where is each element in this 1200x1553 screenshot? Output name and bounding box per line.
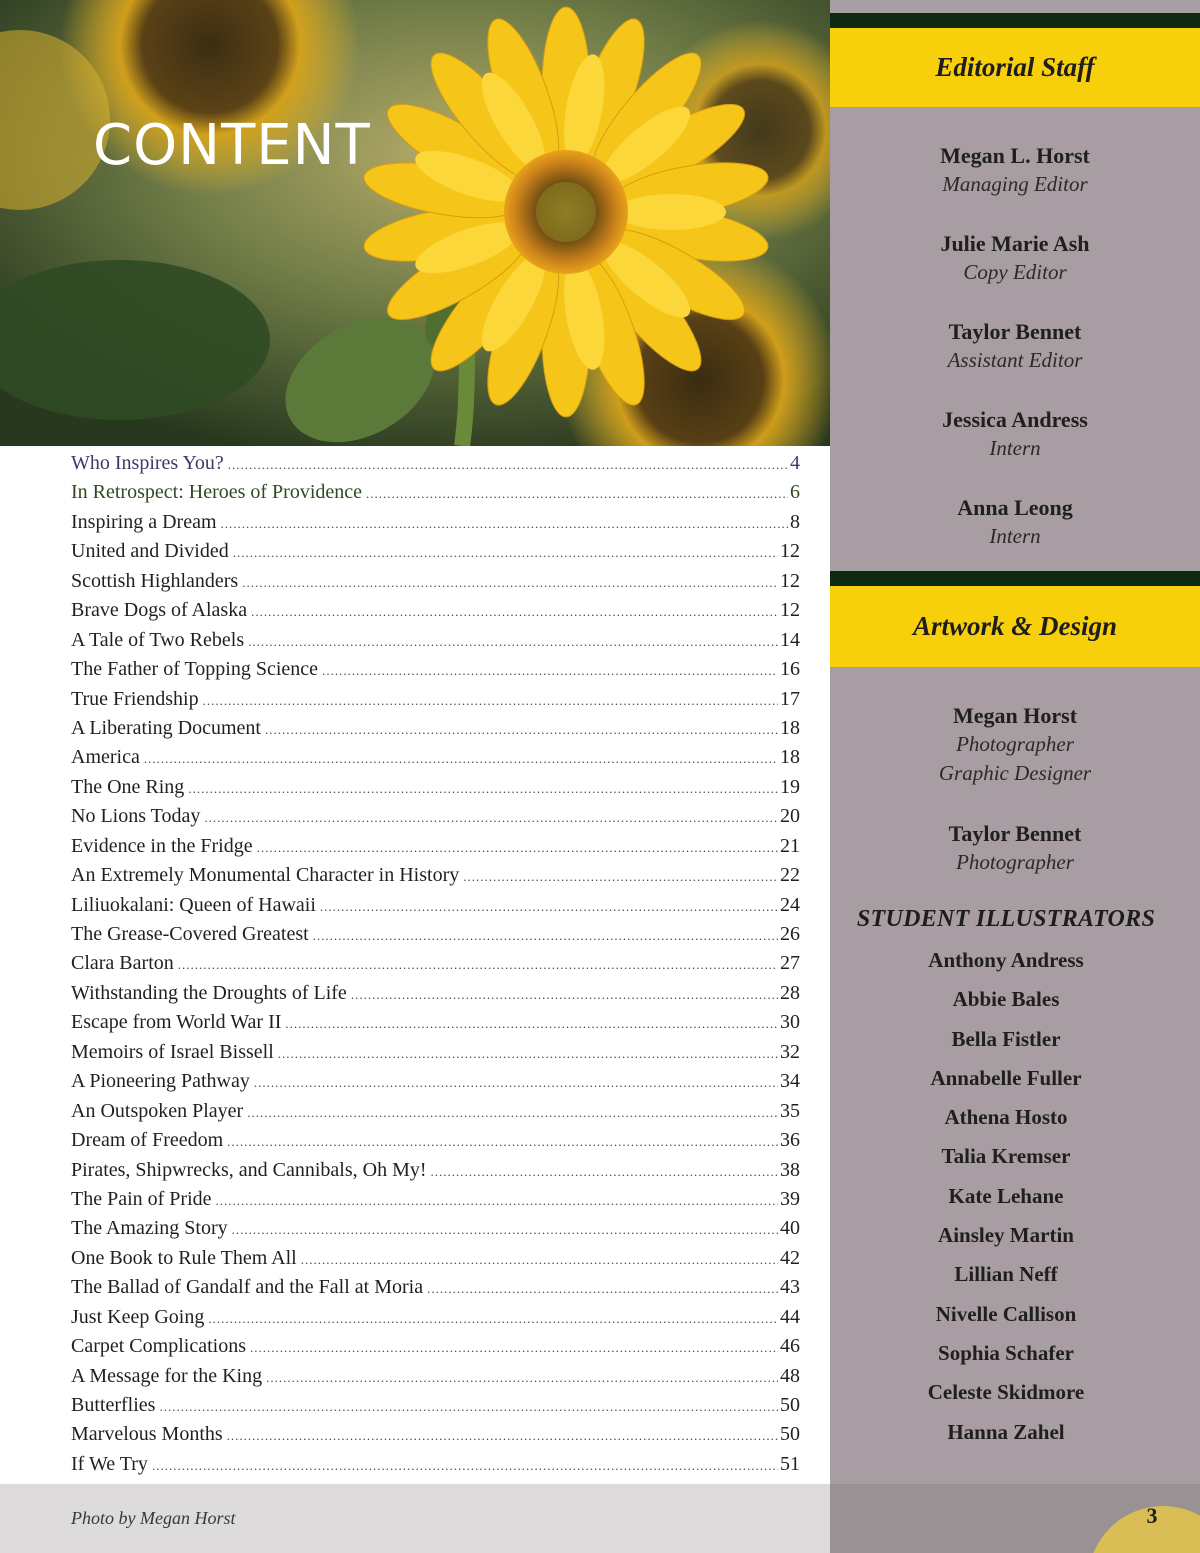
- sunflower-illustration: [0, 0, 830, 446]
- toc-leader-dots: [203, 693, 778, 709]
- toc-entry-page: 27: [780, 952, 800, 975]
- toc-leader-dots: [248, 634, 778, 650]
- toc-entry-title: A Pioneering Pathway: [71, 1070, 250, 1093]
- toc-entry-page: 17: [780, 687, 800, 710]
- toc-entry-page: 12: [780, 569, 800, 592]
- toc-entry-title: Escape from World War II: [71, 1011, 282, 1034]
- toc-entry-page: 50: [780, 1394, 800, 1416]
- toc-entry-title: An Outspoken Player: [71, 1099, 244, 1122]
- toc-entry-title: Inspiring a Dream: [71, 510, 217, 533]
- toc-entry-page: 46: [780, 1335, 800, 1358]
- staff-member: Anna Leong Intern: [957, 495, 1073, 548]
- toc-entry-page: 39: [780, 1187, 800, 1210]
- staff-member: Taylor Bennet Assistant Editor: [947, 319, 1083, 372]
- page-title: CONTENT: [93, 113, 371, 178]
- toc-leader-dots: [152, 1458, 778, 1474]
- toc-entry[interactable]: [71, 982, 800, 1011]
- toc-entry[interactable]: [71, 629, 800, 658]
- toc-entry-page: 18: [780, 716, 800, 739]
- student-illustrator: Celeste Skidmore: [927, 1380, 1085, 1405]
- toc-entry[interactable]: [71, 511, 800, 540]
- toc-leader-dots: [431, 1164, 778, 1180]
- student-illustrators-list: [830, 946, 1182, 1457]
- toc-entry[interactable]: [71, 540, 800, 569]
- staff-member: Megan L. Horst Managing Editor: [940, 143, 1090, 196]
- page-number: 3: [1146, 1503, 1158, 1528]
- divider-bar: [830, 13, 1200, 28]
- toc-entry-title: Memoirs of Israel Bissell: [71, 1040, 274, 1063]
- toc-entry-page: 38: [780, 1158, 800, 1181]
- student-illustrator: Kate Lehane: [948, 1183, 1064, 1208]
- toc-leader-dots: [188, 781, 778, 797]
- toc-leader-dots: [351, 987, 778, 1003]
- toc-entry[interactable]: [71, 658, 800, 687]
- toc-entry-page: 30: [780, 1011, 800, 1034]
- toc-entry[interactable]: [71, 1188, 800, 1217]
- toc-leader-dots: [251, 604, 778, 620]
- toc-entry-title: The Father of Topping Science: [71, 658, 319, 681]
- toc-entry[interactable]: [71, 835, 800, 864]
- toc-entry-title: Who Inspires You?: [71, 452, 224, 474]
- toc-entry-title: The Grease-Covered Greatest: [71, 923, 309, 945]
- toc-entry-title: A Liberating Document: [71, 716, 261, 739]
- toc-leader-dots: [463, 869, 778, 885]
- toc-leader-dots: [228, 457, 788, 473]
- toc-entry-title: If We Try: [71, 1452, 148, 1475]
- toc-entry[interactable]: [71, 746, 800, 775]
- toc-entry-title: Evidence in the Fridge: [71, 834, 253, 857]
- toc-entry[interactable]: [71, 805, 800, 834]
- toc-entry[interactable]: [71, 1423, 800, 1452]
- toc-entry[interactable]: [71, 481, 800, 510]
- toc-leader-dots: [322, 663, 778, 679]
- toc-entry-title: United and Divided: [71, 540, 229, 563]
- toc-entry-page: 32: [780, 1040, 800, 1063]
- editorial-staff-heading: Editorial Staff: [830, 28, 1200, 107]
- toc-leader-dots: [144, 751, 778, 767]
- toc-entry-title: Butterflies: [71, 1394, 156, 1416]
- toc-leader-dots: [247, 1105, 778, 1121]
- toc-entry-page: 42: [780, 1246, 800, 1269]
- toc-entry-title: An Extremely Monumental Character in History: [71, 864, 460, 887]
- toc-entry-title: Carpet Complications: [71, 1335, 246, 1358]
- toc-leader-dots: [242, 575, 778, 591]
- toc-entry[interactable]: [71, 923, 800, 952]
- toc-entry-page: 19: [780, 775, 800, 798]
- toc-entry[interactable]: [71, 1100, 800, 1129]
- toc-leader-dots: [266, 1370, 778, 1386]
- toc-entry-title: Brave Dogs of Alaska: [71, 599, 248, 622]
- student-illustrator: Athena Hosto: [944, 1105, 1068, 1130]
- staff-member: Julie Marie Ash Copy Editor: [940, 231, 1090, 284]
- toc-entry[interactable]: [71, 1011, 800, 1040]
- toc-entry-page: 51: [780, 1452, 800, 1475]
- student-illustrator: Annabelle Fuller: [930, 1065, 1082, 1090]
- hero-photo: [0, 0, 830, 446]
- toc-entry[interactable]: [71, 1453, 800, 1482]
- toc-entry[interactable]: [71, 688, 800, 717]
- toc-entry-page: 14: [780, 628, 800, 651]
- toc-entry-title: Clara Barton: [71, 952, 174, 975]
- toc-leader-dots: [278, 1046, 778, 1062]
- student-illustrator: Ainsley Martin: [938, 1223, 1074, 1248]
- divider-bar: [830, 571, 1200, 586]
- toc-leader-dots: [221, 516, 788, 532]
- toc-entry-page: 26: [780, 923, 800, 945]
- toc-entry[interactable]: [71, 1129, 800, 1158]
- toc-entry-title: True Friendship: [71, 687, 199, 710]
- toc-entry-title: The Ballad of Gandalf and the Fall at Moria: [71, 1276, 424, 1299]
- toc-leader-dots: [233, 545, 778, 561]
- toc-leader-dots: [178, 957, 778, 973]
- toc-leader-dots: [427, 1281, 778, 1297]
- toc-leader-dots: [208, 1311, 778, 1327]
- toc-entry[interactable]: [71, 717, 800, 746]
- student-illustrators-heading: STUDENT ILLUSTRATORS: [856, 906, 1156, 932]
- toc-leader-dots: [159, 1399, 778, 1415]
- toc-entry[interactable]: [71, 1365, 800, 1394]
- toc-entry[interactable]: [71, 1159, 800, 1188]
- toc-entry[interactable]: [71, 1070, 800, 1099]
- toc-entry-page: 35: [780, 1099, 800, 1122]
- toc-entry-page: 40: [780, 1217, 800, 1240]
- toc-entry-title: Pirates, Shipwrecks, and Cannibals, Oh My!: [71, 1158, 427, 1181]
- toc-entry-title: A Tale of Two Rebels: [71, 628, 245, 651]
- toc-entry-page: 20: [780, 805, 800, 828]
- toc-entry-page: 21: [780, 834, 800, 857]
- photo-credit: Photo by Megan Horst: [71, 1508, 236, 1528]
- toc-entry-page: 50: [780, 1423, 800, 1446]
- toc-leader-dots: [366, 486, 788, 502]
- artwork-design-heading: Artwork & Design: [830, 586, 1200, 667]
- toc-entry[interactable]: [71, 599, 800, 628]
- toc-entry-page: 34: [780, 1070, 800, 1093]
- toc-entry-page: 28: [780, 981, 800, 1004]
- toc-entry[interactable]: [71, 776, 800, 805]
- toc-leader-dots: [320, 899, 778, 915]
- student-illustrator: Anthony Andress: [928, 948, 1084, 972]
- toc-leader-dots: [285, 1016, 778, 1032]
- toc-entry[interactable]: [71, 864, 800, 893]
- toc-leader-dots: [232, 1222, 778, 1238]
- toc-entry-page: 43: [780, 1276, 800, 1299]
- toc-entry-title: In Retrospect: Heroes of Providence: [71, 481, 363, 504]
- student-illustrator: Sophia Schafer: [938, 1340, 1074, 1365]
- toc-leader-dots: [313, 928, 778, 944]
- toc-entry-title: Marvelous Months: [71, 1423, 223, 1446]
- toc-entry-title: The One Ring: [71, 775, 185, 798]
- toc-leader-dots: [227, 1428, 778, 1444]
- toc-entry[interactable]: [71, 1306, 800, 1335]
- toc-entry-page: 24: [780, 893, 800, 916]
- toc-entry[interactable]: [71, 452, 800, 481]
- toc-entry[interactable]: [71, 952, 800, 981]
- student-illustrator: Talia Kremser: [941, 1144, 1071, 1169]
- toc-entry-page: 36: [780, 1129, 800, 1152]
- toc-leader-dots: [227, 1134, 778, 1150]
- toc-entry-page: 22: [780, 864, 800, 887]
- toc-entry-title: The Pain of Pride: [71, 1187, 212, 1210]
- staff-member: Megan Horst Photographer Graphic Designer: [938, 703, 1092, 785]
- toc-leader-dots: [257, 840, 778, 856]
- student-illustrator: Hanna Zahel: [947, 1419, 1065, 1444]
- toc-leader-dots: [265, 722, 778, 738]
- toc-entry-title: Liliuokalani: Queen of Hawaii: [71, 893, 316, 916]
- toc-entry-title: Dream of Freedom: [71, 1129, 224, 1152]
- toc-entry-title: Just Keep Going: [71, 1305, 205, 1328]
- toc-entry-title: America: [71, 746, 140, 769]
- toc-leader-dots: [301, 1252, 778, 1268]
- toc-entry[interactable]: [71, 1394, 800, 1423]
- toc-leader-dots: [254, 1075, 778, 1091]
- student-illustrator: Lillian Neff: [954, 1262, 1058, 1287]
- toc-entry-title: No Lions Today: [71, 805, 201, 828]
- toc-entry[interactable]: [71, 1247, 800, 1276]
- staff-sidebar: [830, 0, 1200, 1484]
- toc-entry-page: 8: [790, 510, 800, 533]
- toc-leader-dots: [216, 1193, 778, 1209]
- toc-entry[interactable]: [71, 1217, 800, 1246]
- student-illustrator: Nivelle Callison: [935, 1301, 1077, 1326]
- toc-entry-title: Withstanding the Droughts of Life: [71, 981, 347, 1004]
- table-of-contents: [71, 452, 800, 1482]
- toc-entry-page: 4: [790, 452, 800, 474]
- staff-member: Jessica Andress Intern: [942, 407, 1088, 460]
- toc-entry-title: The Amazing Story: [71, 1217, 228, 1240]
- toc-leader-dots: [204, 810, 778, 826]
- toc-leader-dots: [250, 1340, 778, 1356]
- toc-entry-title: A Message for the King: [71, 1364, 263, 1387]
- toc-entry[interactable]: [71, 1041, 800, 1070]
- toc-entry[interactable]: [71, 1276, 800, 1305]
- toc-entry-page: 18: [780, 746, 800, 769]
- toc-entry-page: 12: [780, 540, 800, 563]
- toc-entry[interactable]: [71, 570, 800, 599]
- student-illustrator: Abbie Bales: [952, 987, 1060, 1012]
- toc-entry-page: 48: [780, 1364, 800, 1387]
- toc-entry-title: Scottish Highlanders: [71, 569, 239, 592]
- toc-entry-page: 12: [780, 599, 800, 622]
- toc-entry-title: One Book to Rule Them All: [71, 1246, 297, 1269]
- toc-entry-page: 6: [790, 481, 800, 504]
- toc-entry[interactable]: [71, 894, 800, 923]
- staff-member: Taylor Bennet Photographer: [948, 821, 1082, 874]
- toc-entry[interactable]: [71, 1335, 800, 1364]
- toc-entry-page: 44: [780, 1305, 800, 1328]
- student-illustrator: Bella Fistler: [951, 1026, 1061, 1051]
- toc-entry-page: 16: [780, 658, 800, 681]
